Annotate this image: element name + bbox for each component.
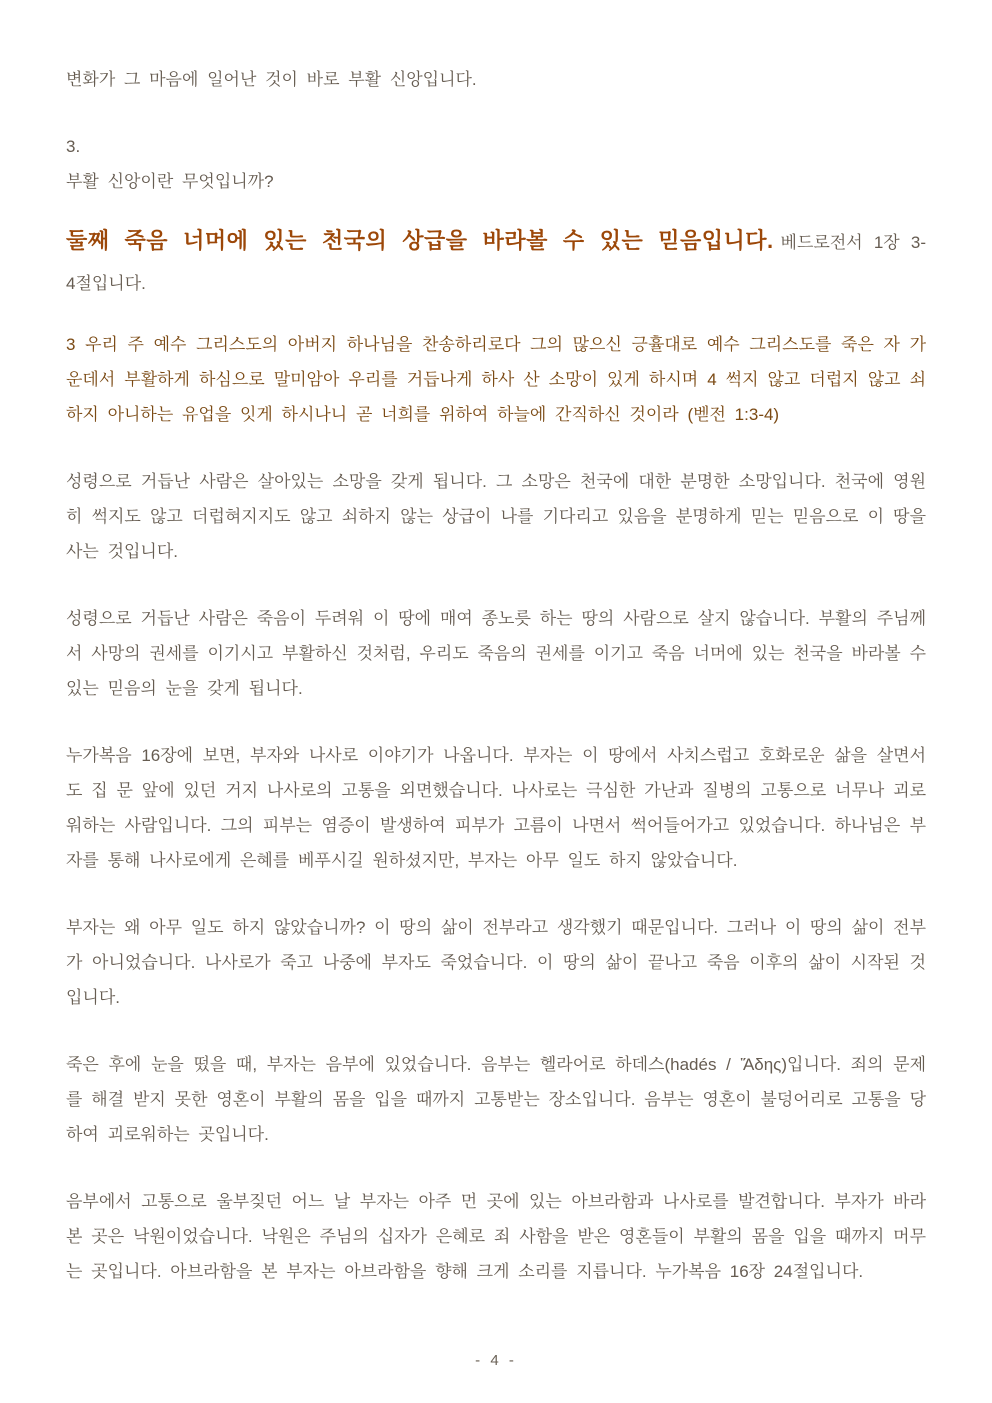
page-number: - 4 - <box>475 1352 517 1369</box>
body-paragraph-3: 누가복음 16장에 보면, 부자와 나사로 이야기가 나옵니다. 부자는 이 땅에서 사치스럽고 호화로운 삶을 살면서도 집 문 앞에 있던 거지 나사로의 고통을 외면했습니다. 나사로는 극심한 가난과 질병의 고통으로 너무나 괴로워하는 사람입니다. 그의 피부는 염증이 발생하여 피부가 고름이 나면서 썩어들어가고 있었습니다. 하나님은 부자를 통해 나사로에게 은혜를 베푸시길 원하셨지만, 부자는 아무 일도 하지 않았습니다. <box>66 746 926 870</box>
body-paragraph-1: 성령으로 거듭난 사람은 살아있는 소망을 갖게 됩니다. 그 소망은 천국에 대한 분명한 소망입니다. 천국에 영원히 썩지도 않고 더럽혀지지도 않고 쇠하지 않는 상급이 나를 기다리고 있음을 분명하게 믿는 믿음으로 이 땅을 사는 것입니다. <box>66 472 926 561</box>
section-header <box>66 129 926 199</box>
section-number: 3. <box>66 137 81 156</box>
subsection-heading <box>66 221 926 305</box>
body-paragraph-4: 부자는 왜 아무 일도 하지 않았습니까? 이 땅의 삶이 전부라고 생각했기 때문입니다. 그러나 이 땅의 삶이 전부가 아니었습니다. 나사로가 죽고 나중에 부자도 죽었습니다. 이 땅의 삶이 끝나고 죽음 이후의 삶이 시작된 것입니다. <box>66 918 926 1007</box>
body-paragraph-6: 음부에서 고통으로 울부짖던 어느 날 부자는 아주 먼 곳에 있는 아브라함과 나사로를 발견합니다. 부자가 바라본 곳은 낙원이었습니다. 낙원은 주님의 십자가 은혜로 죄 사함을 받은 영혼들이 부활의 몸을 입을 때까지 머무는 곳입니다. 아브라함을 본 부자는 아브라함을 향해 크게 소리를 지릅니다. 누가복음 16장 24절입니다. <box>66 1192 926 1281</box>
intro-paragraph: 변화가 그 마음에 일어난 것이 바로 부활 신앙입니다. <box>66 70 477 89</box>
scripture-quote: 3 우리 주 예수 그리스도의 아버지 하나님을 찬송하리로다 그의 많으신 긍휼대로 예수 그리스도를 죽은 자 가운데서 부활하게 하심으로 말미암아 우리를 거듭나게 하사 산 소망이 있게 하시며 4 썩지 않고 더럽지 않고 쇠하지 아니하는 유업을 잇게 하시나니 곧 너희를 위하여 하늘에 간직하신 것이라 (벧전 1:3-4) <box>66 335 926 424</box>
section-question: 부활 신앙이란 무엇입니까? <box>66 172 274 191</box>
heading-emphasis: 둘째 죽음 너머에 있는 천국의 상급을 바라볼 수 있는 믿음입니다. <box>66 228 774 253</box>
body-paragraph-2: 성령으로 거듭난 사람은 죽음이 두려워 이 땅에 매여 종노릇 하는 땅의 사람으로 살지 않습니다. 부활의 주님께서 사망의 권세를 이기시고 부활하신 것처럼, 우리도 죽음의 권세를 이기고 죽음 너머에 있는 천국을 바라볼 수 있는 믿음의 눈을 갖게 됩니다. <box>66 609 926 698</box>
body-paragraph-5: 죽은 후에 눈을 떴을 때, 부자는 음부에 있었습니다. 음부는 헬라어로 하데스(hadés / Ἅδης)입니다. 죄의 문제를 해결 받지 못한 영혼이 부활의 몸을 입을 때까지 고통받는 장소입니다. 음부는 영혼이 불덩어리로 고통을 당하여 괴로워하는 곳입니다. <box>66 1055 926 1144</box>
heading-scripture-reference: 베드로전서 1장 3-4절입니다. <box>66 233 926 293</box>
